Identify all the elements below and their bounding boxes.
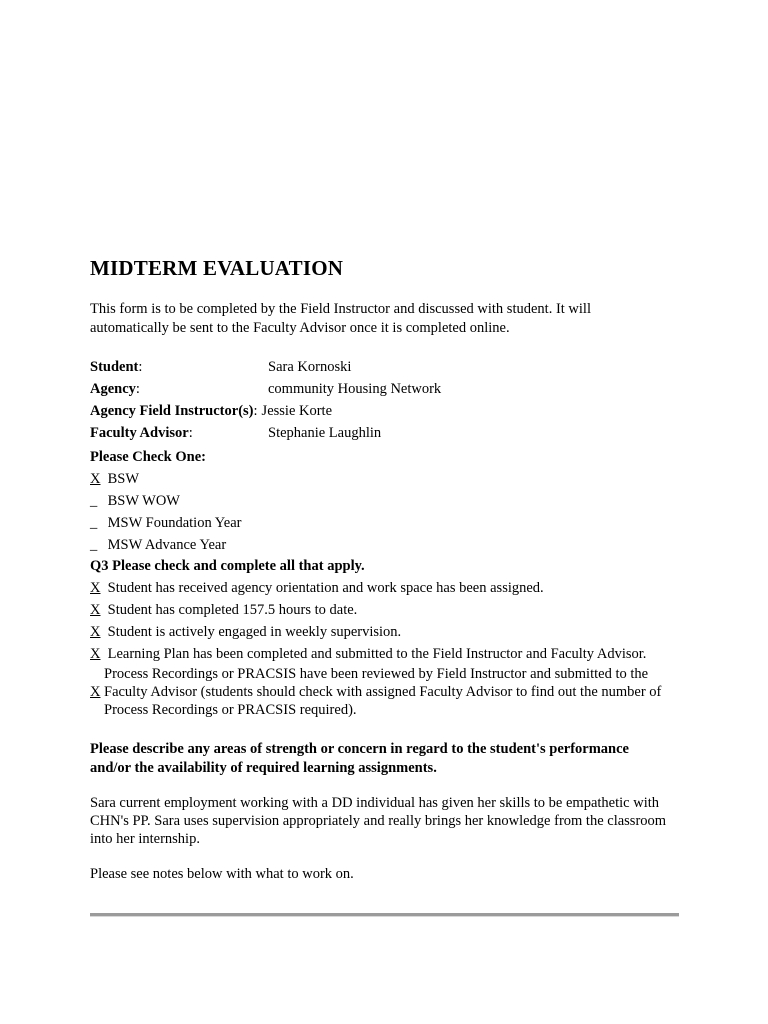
faculty-advisor-value: Stephanie Laughlin <box>268 425 382 441</box>
item-label: Student has received agency orientation and work space has been assigned. <box>107 580 544 596</box>
student-info <box>90 356 680 444</box>
student-label: Student <box>90 359 139 375</box>
instructor-comment: Sara current employment working with a DD individual has given her skills to be empathetic with CHN's PP. Sara uses supervision appropriately and really brings her knowledge from the classroom into her internship. <box>90 795 667 847</box>
option-label: BSW <box>107 471 140 487</box>
option-label: MSW Foundation Year <box>107 515 242 531</box>
item-label: Process Recordings or PRACSIS have been reviewed by Field Instructor and submitted to the Faculty Advisor (students should check with assigned Faculty Advisor to find out the number of Process Recordings or PRACSIS required). <box>104 666 662 718</box>
describe-prompt: Please describe any areas of strength or concern in regard to the student's performance and/or the availability of required learning assignments. <box>90 741 629 776</box>
faculty-advisor-label-wrap: Faculty Advisor: <box>90 425 193 441</box>
page-title: MIDTERM EVALUATION <box>90 256 344 280</box>
option-label: MSW Advance Year <box>107 537 227 553</box>
option-mark: _ <box>90 493 98 509</box>
item-mark: X <box>90 646 101 662</box>
field-instructor-row <box>90 400 680 422</box>
q3-heading: Q3 Please check and complete all that apply. <box>90 558 365 574</box>
item-mark: X <box>90 684 101 700</box>
horizontal-divider <box>90 913 679 917</box>
program-option-bsw-wow <box>90 490 680 512</box>
field-instructor-label-wrap: Agency Field Instructor(s): <box>90 403 258 419</box>
agency-value: community Housing Network <box>268 381 442 397</box>
agency-row <box>90 378 680 400</box>
check-one-heading: Please Check One: <box>90 449 206 465</box>
item-mark: X <box>90 602 101 618</box>
student-label-wrap: Student: <box>90 359 143 375</box>
q3-item-hours <box>90 599 680 621</box>
student-row <box>90 356 680 378</box>
intro-text: This form is to be completed by the Field Instructor and discussed with student. It will automatically be sent to the Faculty Advisor once it is completed online. <box>90 301 591 336</box>
notes-text: Please see notes below with what to work on. <box>90 866 354 882</box>
field-instructor-label: Agency Field Instructor(s) <box>90 403 254 419</box>
faculty-advisor-label: Faculty Advisor <box>90 425 189 441</box>
option-mark: _ <box>90 537 98 553</box>
field-instructor-value: Jessie Korte <box>261 403 333 419</box>
option-mark: _ <box>90 515 98 531</box>
q3-item-orientation <box>90 577 680 599</box>
program-option-msw-advance <box>90 534 680 556</box>
item-mark: X <box>90 624 101 640</box>
q3-item-supervision <box>90 621 680 643</box>
option-mark: X <box>90 471 101 487</box>
student-value: Sara Kornoski <box>268 359 352 375</box>
agency-label-wrap: Agency: <box>90 381 140 397</box>
program-check-section <box>90 446 680 556</box>
faculty-advisor-row <box>90 422 680 444</box>
program-option-bsw <box>90 468 680 490</box>
item-label: Student is actively engaged in weekly supervision. <box>107 624 402 640</box>
q3-section <box>90 555 680 719</box>
q3-item-learning-plan <box>90 643 680 665</box>
program-option-msw-foundation <box>90 512 680 534</box>
item-label: Learning Plan has been completed and submitted to the Field Instructor and Faculty Advisor. <box>107 646 647 662</box>
q3-item-process-recordings <box>90 665 680 719</box>
item-label: Student has completed 157.5 hours to date. <box>107 602 358 618</box>
item-mark: X <box>90 580 101 596</box>
option-label: BSW WOW <box>107 493 180 509</box>
agency-label: Agency <box>90 381 136 397</box>
